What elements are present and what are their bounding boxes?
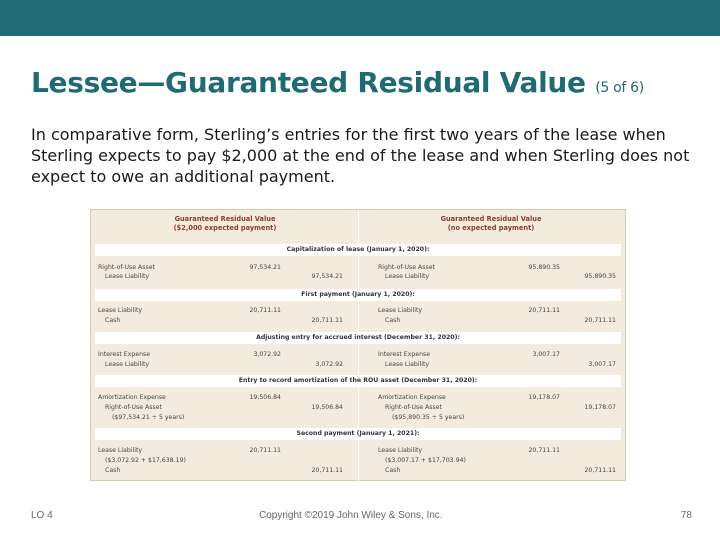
credit-amount: 20,711.11 [311, 317, 343, 324]
learning-objective-label: LO 4 [31, 510, 53, 521]
left-column-header [95, 215, 355, 233]
slide-title-text: Lessee—Guaranteed Residual Value [31, 66, 586, 99]
debit-amount: 20,711.11 [528, 307, 560, 314]
entry-note: ($3,072.92 + $17,638.19) [105, 457, 186, 464]
entry-account: Lease Liability [378, 447, 423, 454]
slide-body-text: In comparative form, Sterling’s entries for the first two years of the lease when Sterling expects to pay $2,000 at the end of the lease and when Sterling does not expect to owe an additional payment. [31, 125, 690, 186]
right-header-line-1: Guaranteed Residual Value [440, 215, 542, 223]
slide-part-indicator: (5 of 6) [595, 80, 644, 96]
right-header-line-2: (no expected payment) [447, 224, 535, 232]
entry-account: Lease Liability [98, 307, 143, 314]
entry-account: Lease Liability [385, 273, 430, 280]
entry-account: Right-of-Use Asset [378, 264, 435, 271]
debit-amount: 19,506.84 [249, 394, 281, 401]
entry-account: Interest Expense [98, 351, 151, 358]
left-header-line-2: ($2,000 expected payment) [173, 224, 277, 232]
entry-note: ($95,890.35 ÷ 5 years) [392, 414, 465, 421]
credit-amount: 20,711.11 [311, 467, 343, 474]
debit-amount: 20,711.11 [249, 307, 281, 314]
top-accent-bar [0, 0, 720, 36]
credit-amount: 3,072.92 [315, 361, 343, 368]
section-first-payment: First payment (January 1, 2020): [95, 289, 621, 301]
entry-account: Cash [385, 467, 401, 474]
copyright-notice: Copyright ©2019 John Wiley & Sons, Inc. [259, 510, 443, 521]
slide-number: 78 [680, 510, 692, 521]
credit-amount: 20,711.11 [584, 317, 616, 324]
journal-entries-table [90, 209, 626, 481]
slide-title [31, 66, 644, 99]
credit-amount: 19,506.84 [311, 404, 343, 411]
entry-account: Lease Liability [98, 447, 143, 454]
debit-amount: 97,534.21 [249, 264, 281, 271]
section-accrued-interest: Adjusting entry for accrued interest (December 31, 2020): [95, 332, 621, 344]
credit-amount: 97,534.21 [311, 273, 343, 280]
credit-amount: 20,711.11 [584, 467, 616, 474]
left-header-line-1: Guaranteed Residual Value [174, 215, 276, 223]
entry-account: Amortization Expense [378, 394, 446, 401]
section-amortization: Entry to record amortization of the ROU asset (December 31, 2020): [95, 375, 621, 387]
debit-amount: 3,007.17 [532, 351, 560, 358]
section-capitalization: Capitalization of lease (January 1, 2020): [95, 244, 621, 256]
entry-account: Lease Liability [105, 361, 150, 368]
entry-account: Lease Liability [105, 273, 150, 280]
debit-amount: 95,890.35 [528, 264, 560, 271]
entry-note: ($3,007.17 + $17,703.94) [385, 457, 466, 464]
section-second-payment: Second payment (January 1, 2021): [95, 428, 621, 440]
credit-amount: 95,890.35 [584, 273, 616, 280]
entry-account: Right-of-Use Asset [385, 404, 442, 411]
entry-account: Right-of-Use Asset [98, 264, 155, 271]
entry-account: Lease Liability [385, 361, 430, 368]
entry-account: Interest Expense [378, 351, 431, 358]
debit-amount: 20,711.11 [528, 447, 560, 454]
credit-amount: 19,178.07 [584, 404, 616, 411]
right-column-header [361, 215, 621, 233]
entry-account: Lease Liability [378, 307, 423, 314]
credit-amount: 3,007.17 [588, 361, 616, 368]
entry-account: Cash [385, 317, 401, 324]
entry-note: ($97,534.21 ÷ 5 years) [112, 414, 185, 421]
entry-account: Cash [105, 317, 121, 324]
debit-amount: 20,711.11 [249, 447, 281, 454]
debit-amount: 3,072.92 [253, 351, 281, 358]
entry-account: Cash [105, 467, 121, 474]
entry-account: Amortization Expense [98, 394, 166, 401]
debit-amount: 19,178.07 [528, 394, 560, 401]
entry-account: Right-of-Use Asset [105, 404, 162, 411]
